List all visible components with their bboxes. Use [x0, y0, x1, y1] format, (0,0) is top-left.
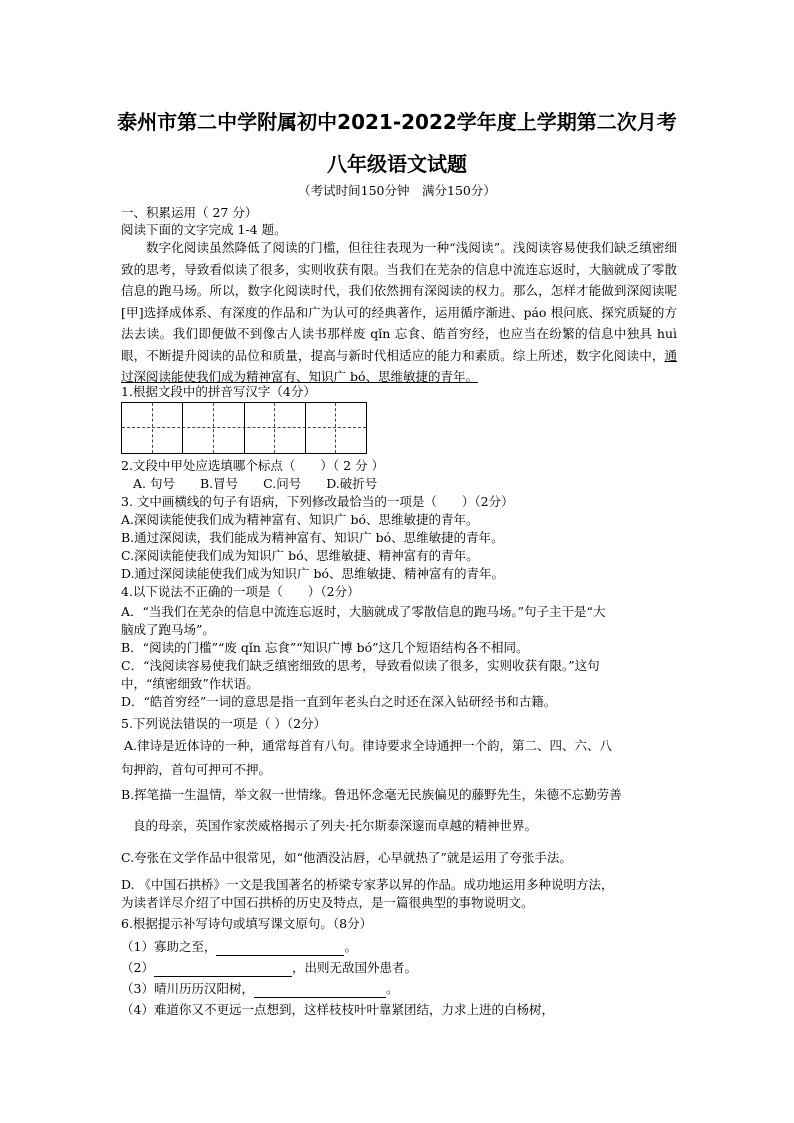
- q6-3-suffix: 。: [385, 981, 399, 996]
- answer-blank[interactable]: [154, 960, 292, 977]
- grid-cell[interactable]: [245, 403, 276, 453]
- question-5: 5.下列说法错误的一项是（ ）（2分）: [121, 716, 327, 731]
- question-5-option-a-cont: 句押韵，首句可押可不押。: [121, 762, 272, 777]
- question-3-option-a: A.深阅读能使我们成为精神富有、知识广 bó、思维敏捷的青年。: [121, 512, 479, 527]
- question-4-option-c-cont: 中，“缜密细致”作状语。: [121, 676, 259, 691]
- question-3-option-c: C.深阅读能使我们成为知识广 bó、思维敏捷、精神富有的青年。: [121, 548, 479, 563]
- exam-title-line1: 泰州市第二中学附属初中2021-2022学年度上学期第二次月考: [117, 110, 677, 134]
- question-5-option-c: C.夸张在文学作品中很常见，如“他酒没沾唇，心早就热了”就是运用了夸张手法。: [121, 850, 572, 865]
- question-6-item-1: [121, 939, 357, 956]
- question-6-item-2: [121, 960, 417, 977]
- question-4-option-d: D．“皓首穷经”一词的意思是指一直到年老头白之时还在深入钻研经书和古籍。: [121, 694, 557, 709]
- q6-1-prefix: （1）寡助之至，: [121, 939, 217, 954]
- q6-2-suffix: ，出则无敌国外患者。: [291, 960, 417, 975]
- q6-2-prefix: （2）: [121, 960, 154, 975]
- question-6-item-3: [121, 981, 398, 998]
- section-heading: 一、积累运用（ 27 分）: [121, 205, 258, 220]
- answer-blank[interactable]: [254, 981, 386, 998]
- question-3-option-d: D.通过深阅读能使我们成为知识广 bó、思维敏捷、精神富有的青年。: [121, 566, 505, 581]
- question-5-option-d: D. 《中国石拱桥》一文是我国著名的桥梁专家茅以昇的作品。成功地运用多种说明方法，: [121, 877, 614, 892]
- q6-3-prefix: （3）晴川历历汉阳树，: [121, 981, 254, 996]
- question-4-option-a-cont: 脑成了跑马场”。: [121, 622, 215, 637]
- grid-cell[interactable]: [214, 403, 245, 453]
- question-3-option-b: B.通过深阅读，我们能成为精神富有、知识广 bó、思维敏捷的青年。: [121, 530, 504, 545]
- question-2: 2.文段中甲处应选填哪个标点（ ）（ 2 分 ）: [121, 458, 385, 473]
- grid-cell[interactable]: [153, 403, 184, 453]
- question-6-item-4: （4）难道你又不更远一点想到，这样枝枝叶叶靠紧团结，力求上进的白杨树，: [121, 1002, 554, 1017]
- answer-blank[interactable]: [216, 939, 344, 956]
- reading-passage: [121, 237, 677, 388]
- grid-cell[interactable]: [275, 403, 306, 453]
- character-writing-grid[interactable]: [121, 402, 367, 454]
- question-5-option-a: A.律诗是近体诗的一种，通常每首有八句。律诗要求全诗通押一个韵，第二、四、六、八: [124, 738, 613, 753]
- question-5-option-d-cont: 为读者详尽介绍了中国石拱桥的历史及特点，是一篇很典型的事物说明文。: [121, 895, 534, 910]
- question-1: 1.根据文段中的拼音写汉字（4分）: [121, 384, 316, 399]
- question-6: 6.根据提示补写诗句或填写课文原句。（8分）: [121, 916, 373, 931]
- question-4-option-b: B．“阅读的门槛”“废 qǐn 忘食”“知识广博 bó”这几个短语结构各不相同。: [121, 640, 529, 655]
- question-4-option-c: C．“浅阅读容易使我们缺乏缜密细致的思考，导致看似读了很多，实则收获有限。”这句: [121, 658, 600, 673]
- question-2-options: A. 句号 B.冒号 C.问号 D.破折号: [133, 476, 378, 491]
- exam-info: （考试时间150分钟 满分150分）: [298, 183, 496, 198]
- question-3: 3. 文中画横线的句子有语病，下列修改最恰当的一项是（ ）（2分）: [121, 494, 514, 509]
- passage-underlined-sentence: 通过深阅读能使我们成为精神富有、知识广 bó、思维敏捷的青年。: [121, 347, 677, 384]
- question-5-option-b: B.挥笔描一生温情，举文叙一世情缘。鲁迅怀念毫无民族偏见的藤野先生，朱德不忘勤劳善: [121, 787, 622, 802]
- question-4: 4.以下说法不正确的一项是（ ）（2分）: [121, 584, 360, 599]
- question-4-option-a: A．“当我们在芜杂的信息中流连忘返时，大脑就成了零散信息的跑马场。”句子主干是“大: [121, 604, 606, 619]
- exam-title-line2: 八年级语文试题: [327, 152, 467, 176]
- reading-instruction: 阅读下面的文字完成 1-4 题。: [121, 222, 287, 237]
- grid-cell[interactable]: [336, 403, 366, 453]
- question-5-option-b-cont: 良的母亲，英国作家茨威格揭示了列夫·托尔斯泰深邃而卓越的精神世界。: [133, 818, 537, 833]
- q6-1-suffix: 。: [344, 939, 357, 954]
- passage-text: 数字化阅读虽然降低了阅读的门槛，但往往表现为一种“浅阅读”。浅阅读容易使我们缺乏缜密细致的思考，导致看似读了很多，实则收获有限。当我们在芜杂的信息中流连忘返时，大脑就成了零散信息的跑马场。所以，数字化阅读时代，我们依然拥有深阅读的权力。那么，怎样才能做到深阅读呢[甲]选择成体系、有深度的作品和广为认可的经典著作，运用循序渐进、páo 根问底、探究质疑的方法去读。我们即便做不到像古人读书那样废 qǐn 忘食、皓首穷经，也应当在纷繁的信息中独具 huì 眼，不断提升阅读的品位和质量，提高与新时代相适应的能力和素质。综上所述，数字化阅读中，: [121, 240, 677, 363]
- grid-cell[interactable]: [306, 403, 337, 453]
- grid-cell[interactable]: [183, 403, 214, 453]
- grid-cell[interactable]: [122, 403, 153, 453]
